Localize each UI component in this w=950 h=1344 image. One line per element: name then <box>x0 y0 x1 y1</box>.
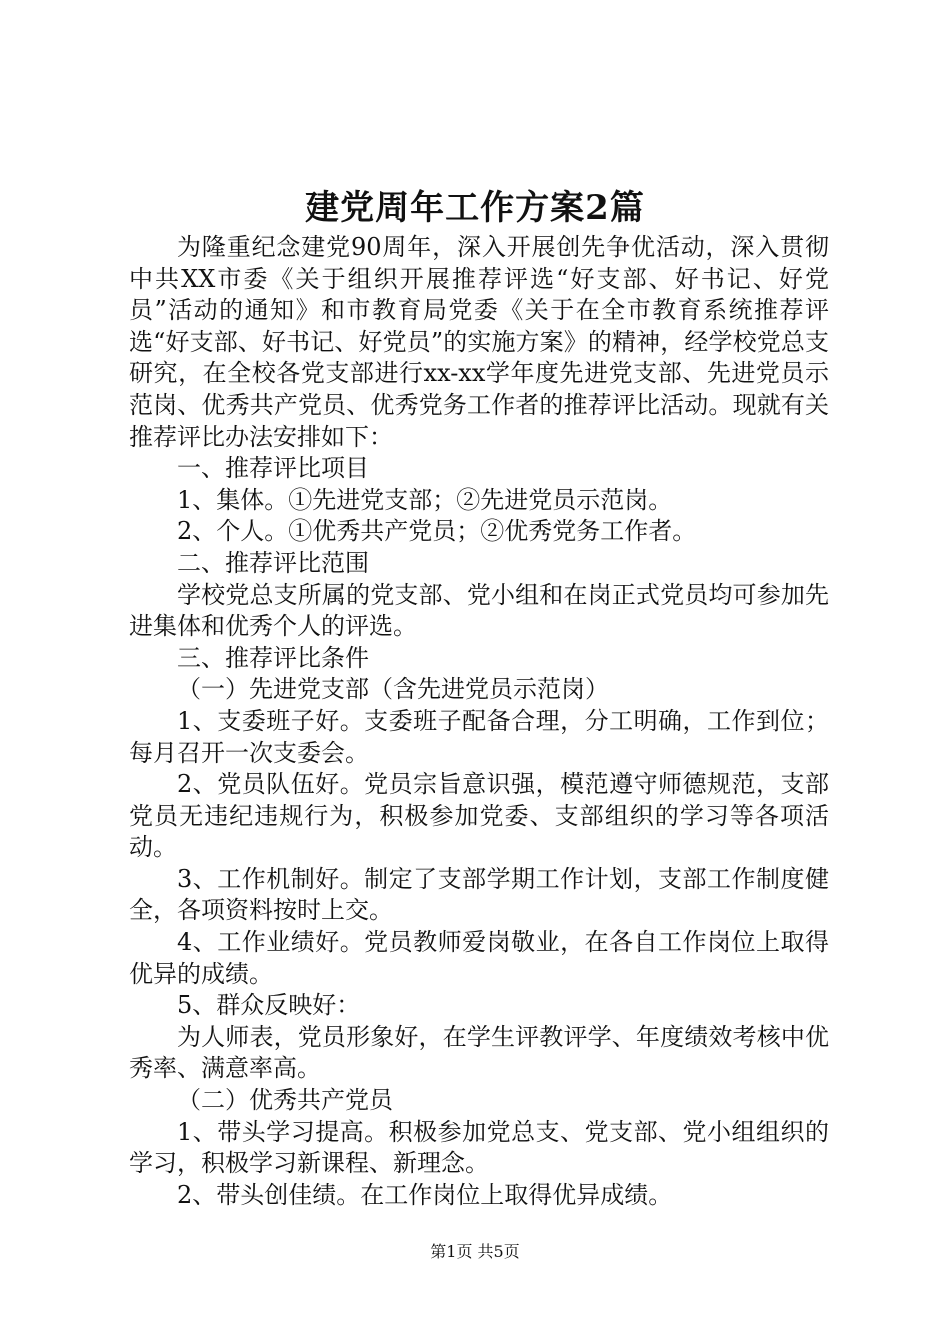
paragraph: 1、集体。①先进党支部；②先进党员示范岗。 <box>177 485 673 514</box>
section-heading: 二、推荐评比范围 <box>177 548 369 577</box>
paragraph: 为人师表，党员形象好，在学生评教评学、年度绩效考核中优秀率、满意率高。 <box>129 1022 829 1083</box>
paragraph: 2、个人。①优秀共产党员；②优秀党务工作者。 <box>177 517 697 546</box>
paragraph: 学校党总支所属的党支部、党小组和在岗正式党员均可参加先进集体和优秀个人的评选。 <box>129 580 829 641</box>
paragraph: 1、带头学习提高。积极参加党总支、党支部、党小组组织的学习，积极学习新课程、新理念。 <box>129 1117 829 1178</box>
subsection-heading: （一）先进党支部（含先进党员示范岗） <box>177 675 609 704</box>
document-body <box>129 232 829 1211</box>
document-title: 建党周年工作方案2篇 <box>305 188 645 228</box>
section-heading: 一、推荐评比项目 <box>177 454 369 483</box>
page-footer: 第1页 共5页 <box>430 1242 520 1261</box>
paragraph: 5、群众反映好： <box>177 991 361 1020</box>
paragraph-intro: 为隆重纪念建党90周年，深入开展创先争优活动，深入贯彻中共XX市委《关于组织开展推荐评选“好支部、好书记、好党员”活动的通知》和市教育局党委《关于在全市教育系统推荐评选“好支部、好书记、好党员”的实施方案》的精神，经学校党总支研究，在全校各党支部进行xx-xx学年度先进党支部、先进党员示范岗、优秀共产党员、优秀党务工作者的推荐评比活动。现就有关推荐评比办法安排如下： <box>129 233 829 451</box>
paragraph: 3、工作机制好。制定了支部学期工作计划，支部工作制度健全，各项资料按时上交。 <box>129 864 829 925</box>
paragraph: 1、支委班子好。支委班子配备合理，分工明确，工作到位；每月召开一次支委会。 <box>129 706 829 767</box>
paragraph: 2、党员队伍好。党员宗旨意识强，模范遵守师德规范，支部党员无违纪违规行为，积极参加党委、支部组织的学习等各项活动。 <box>129 770 829 862</box>
paragraph: 4、工作业绩好。党员教师爱岗敬业，在各自工作岗位上取得优异的成绩。 <box>129 928 829 988</box>
subsection-heading: （二）优秀共产党员 <box>177 1086 393 1115</box>
paragraph: 2、带头创佳绩。在工作岗位上取得优异成绩。 <box>177 1180 673 1209</box>
section-heading: 三、推荐评比条件 <box>177 643 369 672</box>
